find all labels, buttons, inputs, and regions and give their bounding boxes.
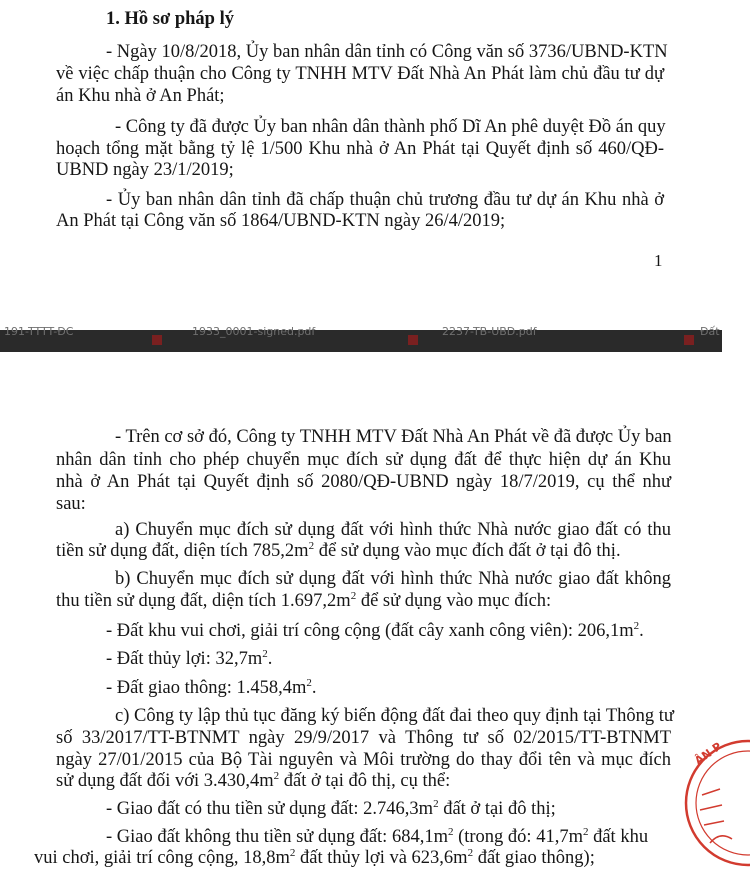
text-run: . — [639, 621, 644, 641]
text-run: - Đất khu vui chơi, giải trí công cộng (đất cây xanh công viên): 206,1m — [106, 621, 634, 641]
paragraph-line: c) Công ty lập thủ tục đăng ký biến động đất đai theo quy định tại Thông tư — [115, 706, 674, 726]
paragraph-line: An Phát tại Công văn số 1864/UBND-KTN ngày 26/4/2019; — [56, 211, 506, 231]
superscript: 2 — [273, 770, 280, 782]
taskbar-item[interactable]: 2237-TB-UBD.pdf — [442, 325, 537, 338]
superscript: 2 — [633, 620, 640, 632]
text-run: - Giao đất không thu tiền sử dụng đất: 684,1m — [106, 827, 448, 847]
superscript: 2 — [306, 677, 312, 689]
superscript: 2 — [350, 590, 357, 602]
document-page-2 — [0, 352, 722, 868]
paragraph-line — [56, 770, 450, 792]
superscript: 2 — [262, 648, 268, 660]
superscript: 2 — [582, 826, 589, 838]
seal-text: ÂN P — [692, 739, 724, 768]
paragraph-line — [106, 798, 556, 820]
paragraph-line — [56, 540, 621, 562]
paragraph-line: ngày 27/01/2015 của Bộ Tài nguyên và Môi trường do thay đổi tên và mục đích — [56, 750, 671, 770]
paragraph-line — [56, 590, 551, 612]
taskbar-strip — [0, 325, 722, 352]
text-run: đất ở tại đô thị; — [438, 799, 556, 819]
taskbar-item[interactable]: Đất — [700, 325, 720, 338]
pdf-icon — [408, 335, 418, 345]
page-number: 1 — [654, 251, 663, 270]
text-run: vui chơi, giải trí công cộng, 18,8m — [34, 848, 290, 868]
superscript: 2 — [308, 540, 315, 552]
text-run: thu tiền sử dụng đất, diện tích 1.697,2m — [56, 591, 351, 611]
superscript: 2 — [433, 798, 439, 810]
paragraph-line: - Công ty đã được Ủy ban nhân dân thành phố Dĩ An phê duyệt Đồ án quy — [115, 117, 666, 137]
text-run: đất ở tại đô thị, cụ thể: — [279, 771, 451, 791]
text-run: - Đất giao thông: 1.458,4m — [106, 678, 307, 698]
paragraph-line: nhà ở An Phát tại Quyết định số 2080/QĐ-UBND ngày 18/7/2019, cụ thể như — [56, 472, 671, 492]
official-seal-icon — [680, 725, 750, 870]
paragraph-line: số 33/2017/TT-BTNMT ngày 29/9/2017 và Thông tư số 02/2015/TT-BTNMT — [56, 728, 671, 748]
text-run: (trong đó: 41,7m — [453, 827, 583, 847]
paragraph-line: sau: — [56, 494, 86, 514]
text-run: . — [267, 649, 273, 669]
paragraph-line: a) Chuyển mục đích sử dụng đất với hình thức Nhà nước giao đất có thu — [115, 520, 671, 540]
paragraph-line: UBND ngày 23/1/2019; — [56, 160, 234, 180]
text-run: - Đất thủy lợi: 32,7m — [106, 649, 263, 669]
paragraph-line: án Khu nhà ở An Phát; — [56, 86, 225, 106]
text-run: . — [311, 678, 317, 698]
superscript: 2 — [447, 826, 454, 838]
superscript: 2 — [289, 847, 296, 859]
text-run: đất khu — [588, 827, 649, 847]
paragraph-line: nhân dân tỉnh cho phép chuyển mục đích sử dụng đất để thực hiện dự án Khu — [56, 450, 671, 470]
paragraph-line — [106, 648, 272, 670]
text-run: tiền sử dụng đất, diện tích 785,2m — [56, 541, 309, 561]
paragraph-line: - Trên cơ sở đó, Công ty TNHH MTV Đất Nhà An Phát về đã được Ủy ban — [115, 427, 672, 447]
paragraph-line: về việc chấp thuận cho Công ty TNHH MTV Đất Nhà An Phát làm chủ đầu tư dự — [56, 64, 664, 84]
text-run: - Giao đất có thu tiền sử dụng đất: 2.746,3m — [106, 799, 434, 819]
paragraph-line: - Ủy ban nhân dân tỉnh đã chấp thuận chủ trương đầu tư dự án Khu nhà ở — [106, 190, 664, 210]
taskbar-item[interactable]: 1933_0001-signed.pdf — [192, 325, 316, 338]
text-run: để sử dụng vào mục đích đất ở tại đô thị. — [314, 541, 621, 561]
paragraph-line — [106, 826, 648, 848]
folder-icon — [684, 335, 694, 345]
text-run: để sử dụng vào mục đích: — [356, 591, 552, 611]
paragraph-line: - Ngày 10/8/2018, Ủy ban nhân dân tỉnh có Công văn số 3736/UBND-KTN — [106, 42, 668, 62]
paragraph-line — [34, 847, 595, 869]
text-run: đất thủy lợi và 623,6m — [295, 848, 468, 868]
text-run: đất giao thông); — [473, 848, 595, 868]
section-heading: 1. Hồ sơ pháp lý — [106, 9, 234, 29]
paragraph-line — [106, 677, 317, 699]
paragraph-line — [106, 620, 644, 642]
superscript: 2 — [467, 847, 474, 859]
paragraph-line: b) Chuyển mục đích sử dụng đất với hình thức Nhà nước giao đất không — [115, 569, 671, 589]
text-run: sử dụng đất đối với 3.430,4m — [56, 771, 274, 791]
taskbar-item[interactable]: 191-TTTT-ĐC — [4, 325, 74, 338]
document-page-1 — [0, 0, 722, 330]
paragraph-line: hoạch tổng mặt bằng tỷ lệ 1/500 Khu nhà ở An Phát tại Quyết định số 460/QĐ- — [56, 139, 664, 159]
pdf-icon — [152, 335, 162, 345]
